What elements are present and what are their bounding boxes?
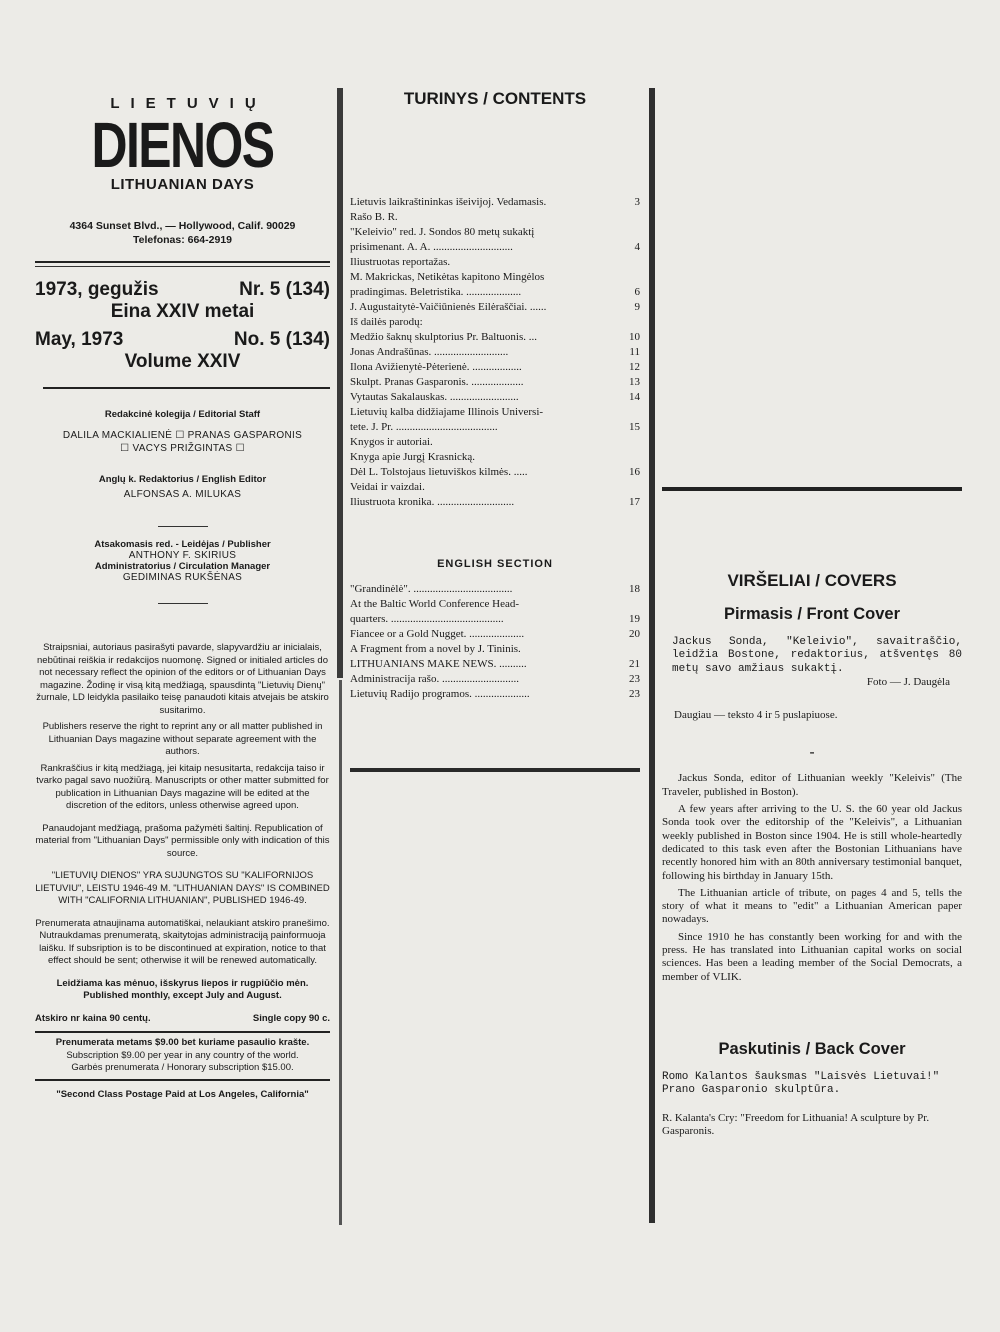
contents-item-title: Ilona Avižienytė-Pėterienė. .................. [350,361,522,373]
contents-item [350,300,640,315]
divider [35,266,330,267]
issue-info [35,279,330,373]
contents-item-title: Iliustruotas reportažas. [350,256,451,268]
contents-item-title: Iliustruota kronika. ............................ [350,496,515,508]
editorial-label: Redakcinė kolegija / Editorial Staff [104,409,261,420]
contents-item-page: 23 [629,673,640,685]
contents-item-title: Lietuvių kalba didžiajame Illinois Universi- [350,406,544,418]
contents-item-page: 3 [634,196,640,208]
contents-item-title: Lietuvių Radijo programos. .................... [350,688,530,700]
contents-item-title: J. Augustaitytė-Vaičiūnienės Eilėraščiai. ...... [350,301,547,313]
contents-item [350,225,640,240]
back-cover-title: Paskutinis / Back Cover [718,1039,906,1058]
contents-item-title: Administracija rašo. ............................ [350,673,519,685]
editorial-names-1: DALILA MACKIALIENĖ ☐ PRANAS GASPARONIS [62,430,303,441]
contents-item-title: Iš dailės parodų: [350,316,423,328]
contents-item [350,390,640,405]
contents-list [350,195,640,510]
contents-item-title: LITHUANIANS MAKE NEWS. .......... [350,658,527,670]
contents-item-title: tete. J. Pr. ..................................... [350,421,498,433]
contents-item [350,450,640,465]
circulation-name: GEDIMINAS RUKŠĖNAS [122,572,243,583]
contents-item-page [620,435,640,450]
back-cover-en: R. Kalanta's Cry: "Freedom for Lithuania! A sculpture by Pr. Gasparonis. [662,1111,930,1137]
issue-number-en: No. 5 (134) [233,329,330,350]
contents-item [350,210,640,225]
contents-item-page [620,255,640,270]
contents-item [350,597,640,612]
notice-republication: Panaudojant medžiagą, prašoma pažymėti šaltinį. Republication of material from "Lithuanian Days" permissible only with indication of this source. [35,822,330,859]
contents-item [350,255,640,270]
contents-item-page: 13 [629,376,640,388]
divider [35,1079,330,1081]
contents-item [350,240,640,255]
single-copy-lt: Atskiro nr kaina 90 centų. [35,1012,151,1024]
subscription-honorary: Garbės prenumerata / Honorary subscription $15.00. [71,1062,294,1073]
contents-item [350,672,640,687]
contents-item [350,687,640,702]
contents-item [350,495,640,510]
article-paragraph: A few years after arriving to the U. S. the 60 year old Jackus Sonda took over the editorship of the "Keleivis", a Lithuanian weekly published in Boston since 1904. He is still whole-heartedly dedicated to this task even after the Bostonian Lithuanians have recently honored him with an 80th anniversary testimonial banquet, following his birthday in January 15th. [662,803,962,882]
column-rule-left-lower [339,680,342,1225]
notice-subscription: Prenumerata atnaujinama automatiškai, nelaukiant atskiro pranešimo. Nutraukdamas prenumeratą, skaitytojas administraciją painformuoja laišku. If subsription is to be discontinued at expiration, notice to that effect should be sent; otherwise it will be renewed automatically. [35,917,330,966]
contents-item-title: A Fragment from a novel by J. Tininis. [350,643,521,655]
front-cover-text: Jackus Sonda, "Keleivio", savaitraščio, leidžia Bostone, redaktorius, atšventęs 80 metų savo amžiaus sukaktį. [672,636,962,675]
contents-item [350,420,640,435]
cover-article [662,772,962,983]
phone-line: Telefonas: 664-2919 [132,234,233,246]
contents-item [350,612,640,627]
contents-item-page: 15 [629,421,640,433]
publisher-label: Atsakomasis red. - Leidėjas / Publisher [94,539,271,550]
contents-item-title: pradingimas. Beletristika. .................... [350,286,522,298]
contents-item [350,642,640,657]
contents-item-title: Veidai ir vaizdai. [350,481,425,493]
masthead-address [35,219,330,247]
contents-item-title: "Keleivio" red. J. Sondos 80 metų sukaktį [350,226,535,238]
contents-item-page: 20 [629,628,640,640]
contents-item-title: Rašo B. R. [350,211,398,223]
contents-item [350,375,640,390]
front-cover-more: Daugiau — teksto 4 ir 5 puslapiuose. [674,709,838,722]
short-divider [158,526,208,527]
contents-item-page [620,210,640,225]
contents-item [350,435,640,450]
contents-item-page: 9 [634,301,640,313]
short-divider [158,603,208,604]
contents-item [350,480,640,495]
contents-item-page [620,480,640,495]
contents-item-title: quarters. ......................................... [350,613,504,625]
postage-note: "Second Class Postage Paid at Los Angeles, California" [56,1088,309,1100]
english-editor-name: ALFONSAS A. MILUKAS [123,489,242,500]
contents-item [350,330,640,345]
address-line: 4364 Sunset Blvd., — Hollywood, Calif. 90029 [69,220,296,232]
contents-item-page [620,597,640,612]
divider [35,261,330,263]
contents-item-title: prisimenant. A. A. ............................. [350,241,513,253]
contents-item-title: Fiancee or a Gold Nugget. .................... [350,628,525,640]
contents-title: TURINYS / CONTENTS [403,89,587,108]
contents-item [350,270,640,285]
column-rule-right [649,88,655,1223]
contents-item-page: 19 [629,613,640,625]
contents-item [350,465,640,480]
contents-item-page [620,450,640,465]
contents-item-title: At the Baltic World Conference Head- [350,598,520,610]
contents-item-page: 17 [629,496,640,508]
contents-item-title: Dėl L. Tolstojaus lietuviškos kilmės. ..... [350,466,528,478]
divider [35,1031,330,1033]
english-section-title: ENGLISH SECTION [437,558,553,570]
contents-item [350,582,640,597]
contents-item-page: 14 [629,391,640,403]
contents-item-title: Skulpt. Pranas Gasparonis. ................... [350,376,524,388]
contents-item-page [620,405,640,420]
covers-top-rule [662,487,962,491]
front-cover-title: Pirmasis / Front Cover [723,605,901,623]
contents-item-title: Vytautas Sakalauskas. ......................... [350,391,519,403]
notice-signed: Straipsniai, autoriaus pasirašyti pavarde, slapyvardžiu ar inicialais, nebūtinai reiškia ir redakcijos nuomonę. Signed or initialed articles do not necessary reflect the opinion of the editors or of Lithuanian Days magazine. Žodinę ir visą kitą medžiagą, spausdintą "Lietuvių Dienų" žurnale, LD leidykla pasilaiko teisę panaudoti kitais atvejais be atskiro susitarimo. [36,642,329,716]
column-rule-left [337,88,343,678]
issue-number-lt: Nr. 5 (134) [239,279,330,300]
contents-item-page: 4 [634,241,640,253]
contents-item-page: 10 [629,331,640,343]
contents-item-page [620,270,640,285]
contents-item [350,360,640,375]
article-paragraph: Jackus Sonda, editor of Lithuanian weekly "Keleivis" (The Traveler, published in Boston). [662,772,962,798]
issue-volume-en: Volume XXIV [124,351,241,372]
issue-date-en: May, 1973 [35,329,124,350]
contents-item [350,315,640,330]
back-cover-lt: Romo Kalantos šauksmas "Laisvės Lietuvai!" Prano Gasparonio skulptūra. [662,1070,940,1097]
contents-item [350,657,640,672]
contents-item-title: Jonas Andrašūnas. ........................... [350,346,509,358]
subscription-en: Subscription $9.00 per year in any country of the world. [66,1049,299,1061]
masthead-subtitle: LITHUANIAN DAYS [110,176,255,193]
notice-published: Leidžiama kas mėnuo, išskyrus liepos ir rugpiūčio mėn. Published monthly, except July and August. [56,977,309,1001]
contents-item-page: 23 [629,688,640,700]
contents-item-page: 21 [629,658,640,670]
notices [35,642,330,1101]
masthead-supertitle: LIETUVIŲ [110,95,267,112]
contents-item [350,405,640,420]
article-paragraph: The Lithuanian article of tribute, on pages 4 and 5, tells the story of what it means to "edit" a Lithuanian American paper nowadays. [662,886,962,926]
contents-item [350,345,640,360]
contents-column [350,75,640,772]
contents-item [350,285,640,300]
masthead-title: DIENOS [91,109,274,181]
contents-item-title: Lietuvis laikraštininkas išeivijoj. Vedamasis. [350,196,547,208]
contents-item-title: M. Makrickas, Netikėtas kapitono Mingėlos [350,271,545,283]
masthead-column [35,75,330,1101]
contents-item [350,627,640,642]
covers-column [662,75,962,1138]
dash: - [809,744,815,762]
circulation-label: Administratorius / Circulation Manager [94,561,271,572]
contents-item-title: Medžio šaknų skulptorius Pr. Baltuonis. ... [350,331,537,343]
editorial-names-2: ☐ VACYS PRIŽGINTAS ☐ [120,443,245,454]
contents-item-page [620,225,640,240]
front-cover-photo: Foto — J. Daugėla [866,675,950,688]
issue-date-lt: 1973, gegužis [35,279,159,300]
contents-bottom-rule [350,768,640,772]
staff-block [35,409,330,604]
contents-item-page: 16 [629,466,640,478]
covers-title: VIRŠELIAI / COVERS [727,571,897,590]
contents-item-page [620,642,640,657]
article-paragraph: Since 1910 he has constantly been working for and with the press. He has translated into Lithuanian capital works on social sciences. Has been a leading member of the Social Democrats, a member of VLIK. [662,930,962,983]
english-contents-list [350,582,640,702]
contents-item-title: Knyga apie Jurgį Krasnicką. [350,451,476,463]
contents-item-page: 12 [629,361,640,373]
publisher-name: ANTHONY F. SKIRIUS [128,550,237,561]
english-editor-label: Anglų k. Redaktorius / English Editor [98,474,267,485]
contents-item-title: Knygos ir autoriai. [350,436,433,448]
divider [43,387,330,389]
contents-item-page: 18 [629,583,640,595]
contents-item-page: 11 [629,346,640,358]
notice-manuscripts: Rankraščius ir kitą medžiagą, jei kitaip nesusitarta, redakcija taiso ir tvarko pagal savo nuožiūrą. Manuscripts or other matter submitted for publication in Lithuanian Days magazine will be edited at the discretion of the editors, unless otherwise agreed upon. [36,762,329,811]
issue-year-lt: Eina XXIV metai [110,301,255,322]
contents-item-title: "Grandinėlė". .................................... [350,583,513,595]
single-copy [35,1013,330,1026]
contents-item [350,195,640,210]
contents-item-page [620,315,640,330]
subscription-lt: Prenumerata metams $9.00 bet kuriame pasaulio krašte. [55,1037,310,1048]
notice-combined: "LIETUVIŲ DIENOS" YRA SUJUNGTOS SU "KALIFORNIJOS LIETUVIU", LEISTU 1946-49 M. "LITHUANIAN DAYS" IS COMBINED WITH "CALIFORNIA LITHUANIAN", PUBLISHED 1946-49. [35,870,330,906]
notice-reprint: Publishers reserve the right to reprint any or all matter published in Lithuanian Days magazine without separate agreement with the authors. [42,721,323,757]
single-copy-en: Single copy 90 c. [252,1012,330,1024]
contents-item-page: 6 [634,286,640,298]
